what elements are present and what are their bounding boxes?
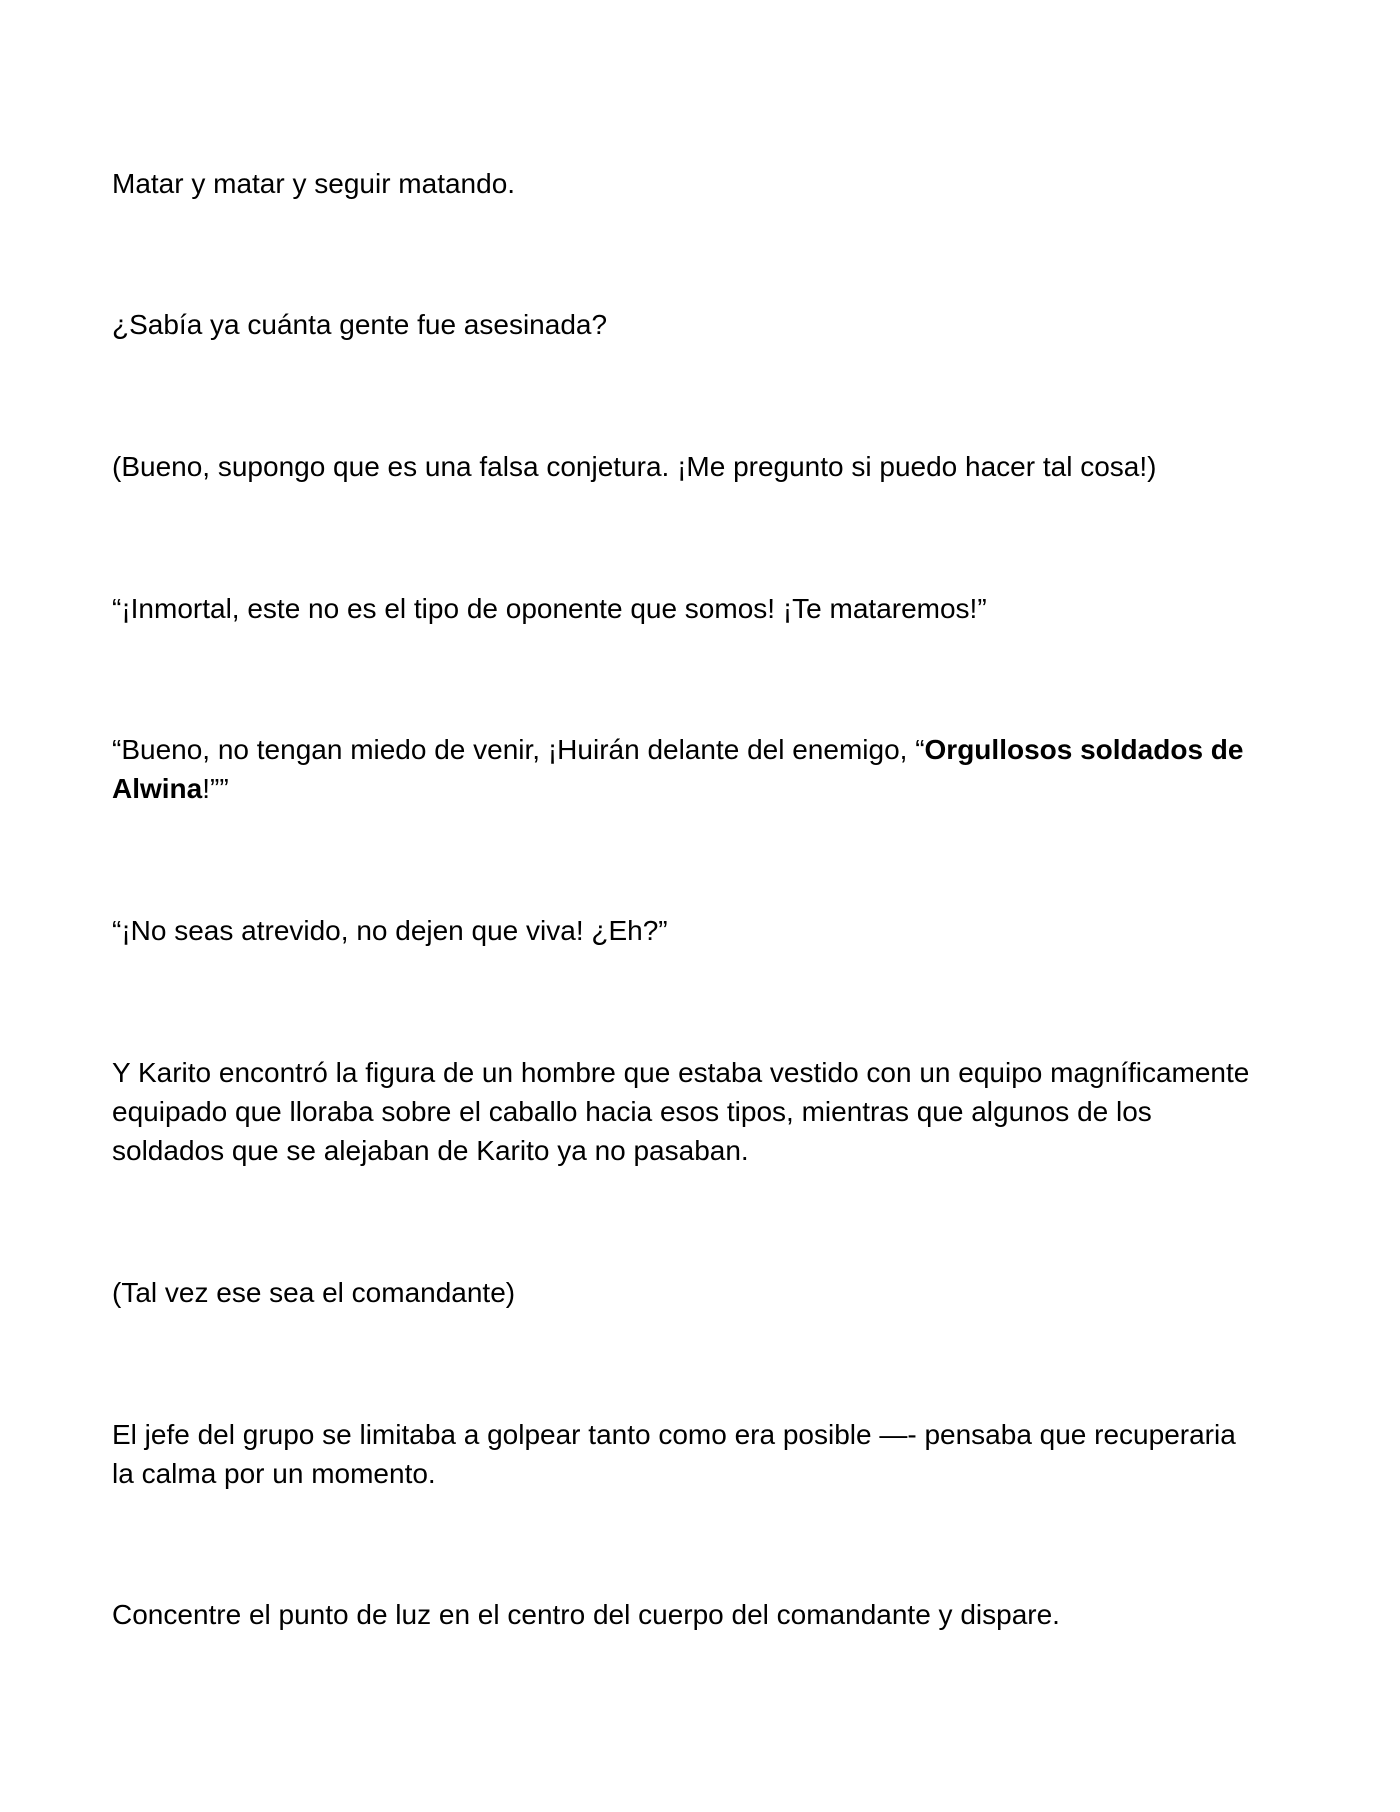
paragraph-5-text-start: “Bueno, no tengan miedo de venir, ¡Huirán delante del enemigo, “ (112, 734, 925, 765)
paragraph-2: ¿Sabía ya cuánta gente fue asesinada? (112, 309, 608, 340)
paragraph-7: Y Karito encontró la figura de un hombre que estaba vestido con un equipo magníficamente equipado que lloraba sobre el caballo hacia esos tipos, mientras que algunos de los soldados que se alejaban de Karito ya no pasaban. (112, 1057, 1250, 1166)
paragraph-3: (Bueno, supongo que es una falsa conjetura. ¡Me pregunto si puedo hacer tal cosa!) (112, 451, 1157, 482)
paragraph-4: “¡Inmortal, este no es el tipo de oponente que somos! ¡Te mataremos!” (112, 593, 987, 624)
paragraph-8: (Tal vez ese sea el comandante) (112, 1277, 516, 1308)
paragraph-9: El jefe del grupo se limitaba a golpear tanto como era posible —- pensaba que recuperaria la calma por un momento. (112, 1419, 1236, 1489)
paragraph-10: Concentre el punto de luz en el centro del cuerpo del comandante y dispare. (112, 1599, 1060, 1630)
paragraph-5-text-end: !”” (202, 773, 229, 804)
paragraph-1: Matar y matar y seguir matando. (112, 168, 516, 199)
paragraph-5-bold-text: Orgullosos soldados de Alwina (112, 734, 1244, 804)
paragraph-5 (112, 730, 1262, 808)
paragraph-6: “¡No seas atrevido, no dejen que viva! ¿Eh?” (112, 915, 668, 946)
